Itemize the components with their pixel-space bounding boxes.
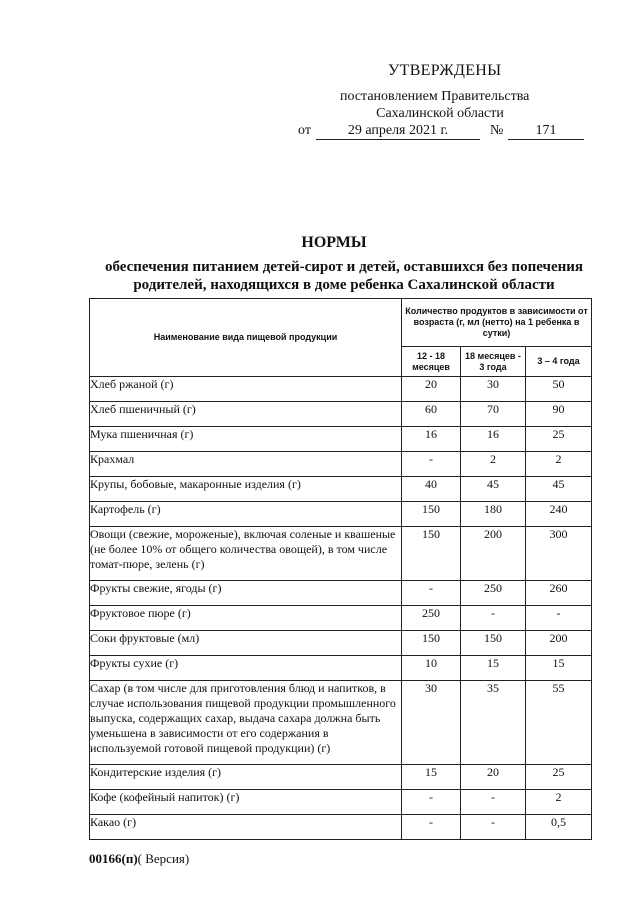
header-age-18m-3: 18 месяцев - 3 года [461, 347, 526, 377]
product-name-cell: Кондитерские изделия (г) [90, 765, 402, 790]
value-18m-3-cell: - [461, 790, 526, 815]
subtitle-line-2: родителей, находящихся в доме ребенка Сахалинской области [133, 277, 555, 293]
document-subtitle [88, 258, 600, 294]
value-18m-3-cell: 16 [461, 427, 526, 452]
value-12-18-cell: 150 [402, 631, 461, 656]
product-name-cell: Кофе (кофейный напиток) (г) [90, 790, 402, 815]
product-name-cell: Сахар (в том числе для приготовления блюд и напитков, в случае использования пищевой продукции промышленного выпуска, содержащих сахар, выдача сахара должна быть уменьшена в зависимости от его содержания в используемой готовой пищевой продукции) (г) [90, 681, 402, 765]
value-3-4-cell: 55 [526, 681, 592, 765]
value-18m-3-cell: 250 [461, 581, 526, 606]
value-18m-3-cell: - [461, 606, 526, 631]
value-12-18-cell: 150 [402, 502, 461, 527]
value-18m-3-cell: 70 [461, 402, 526, 427]
table-row [90, 452, 592, 477]
product-name-cell: Овощи (свежие, мороженые), включая соленые и квашеные (не более 10% от общего количества овощей), в том числе томат-пюре, зелень (г) [90, 527, 402, 581]
approval-title: УТВЕРЖДЕНЫ [388, 62, 502, 79]
value-12-18-cell: - [402, 815, 461, 840]
table-row [90, 815, 592, 840]
product-name-cell: Какао (г) [90, 815, 402, 840]
value-18m-3-cell: 180 [461, 502, 526, 527]
value-12-18-cell: 20 [402, 377, 461, 402]
table-row [90, 765, 592, 790]
value-3-4-cell: - [526, 606, 592, 631]
value-3-4-cell: 0,5 [526, 815, 592, 840]
value-12-18-cell: 16 [402, 427, 461, 452]
table-row [90, 377, 592, 402]
value-3-4-cell: 25 [526, 765, 592, 790]
from-label: от [298, 123, 311, 138]
value-12-18-cell: 15 [402, 765, 461, 790]
value-18m-3-cell: 45 [461, 477, 526, 502]
value-3-4-cell: 25 [526, 427, 592, 452]
value-18m-3-cell: 15 [461, 656, 526, 681]
norms-table [89, 298, 592, 840]
value-3-4-cell: 200 [526, 631, 592, 656]
header-age-3-4: 3 – 4 года [526, 347, 592, 377]
table-row [90, 581, 592, 606]
header-age-12-18: 12 - 18 месяцев [402, 347, 461, 377]
value-18m-3-cell: 150 [461, 631, 526, 656]
value-12-18-cell: - [402, 790, 461, 815]
header-product-name: Наименование вида пищевой продукции [90, 299, 402, 377]
norms-table-body [90, 377, 592, 840]
value-12-18-cell: 10 [402, 656, 461, 681]
approval-authority: постановлением Правительства [340, 89, 530, 104]
product-name-cell: Соки фруктовые (мл) [90, 631, 402, 656]
value-3-4-cell: 240 [526, 502, 592, 527]
table-row [90, 606, 592, 631]
value-12-18-cell: 150 [402, 527, 461, 581]
product-name-cell: Хлеб пшеничный (г) [90, 402, 402, 427]
table-row [90, 527, 592, 581]
value-3-4-cell: 15 [526, 656, 592, 681]
product-name-cell: Мука пшеничная (г) [90, 427, 402, 452]
table-row [90, 681, 592, 765]
value-12-18-cell: - [402, 581, 461, 606]
product-name-cell: Хлеб ржаной (г) [90, 377, 402, 402]
table-row [90, 427, 592, 452]
value-18m-3-cell: 2 [461, 452, 526, 477]
value-18m-3-cell: 20 [461, 765, 526, 790]
value-12-18-cell: 250 [402, 606, 461, 631]
value-12-18-cell: 40 [402, 477, 461, 502]
product-name-cell: Крахмал [90, 452, 402, 477]
value-18m-3-cell: 30 [461, 377, 526, 402]
table-row [90, 656, 592, 681]
table-row [90, 502, 592, 527]
document-version [89, 851, 189, 867]
value-12-18-cell: - [402, 452, 461, 477]
value-3-4-cell: 260 [526, 581, 592, 606]
value-3-4-cell: 300 [526, 527, 592, 581]
value-3-4-cell: 2 [526, 790, 592, 815]
approval-date: 29 апреля 2021 г. [316, 123, 480, 140]
product-name-cell: Фруктовое пюре (г) [90, 606, 402, 631]
document-title: НОРМЫ [301, 234, 367, 251]
value-18m-3-cell: - [461, 815, 526, 840]
value-3-4-cell: 2 [526, 452, 592, 477]
value-12-18-cell: 30 [402, 681, 461, 765]
product-name-cell: Крупы, бобовые, макаронные изделия (г) [90, 477, 402, 502]
value-18m-3-cell: 35 [461, 681, 526, 765]
table-row [90, 631, 592, 656]
table-row [90, 790, 592, 815]
table-row [90, 477, 592, 502]
approval-number: 171 [508, 123, 584, 140]
value-18m-3-cell: 200 [461, 527, 526, 581]
subtitle-line-1: обеспечения питанием детей-сирот и детей, оставшихся без попечения [104, 259, 584, 275]
table-row [90, 402, 592, 427]
value-3-4-cell: 45 [526, 477, 592, 502]
header-quantity-group: Количество продуктов в зависимости от возраста (г, мл (нетто) на 1 ребенка в сутки) [402, 299, 592, 347]
value-3-4-cell: 50 [526, 377, 592, 402]
product-name-cell: Картофель (г) [90, 502, 402, 527]
product-name-cell: Фрукты сухие (г) [90, 656, 402, 681]
value-12-18-cell: 60 [402, 402, 461, 427]
document-code: 00166(п) [89, 851, 138, 866]
approval-region: Сахалинской области [376, 106, 504, 121]
value-3-4-cell: 90 [526, 402, 592, 427]
product-name-cell: Фрукты свежие, ягоды (г) [90, 581, 402, 606]
version-label: ( Версия) [137, 851, 190, 866]
number-label: № [490, 123, 504, 138]
